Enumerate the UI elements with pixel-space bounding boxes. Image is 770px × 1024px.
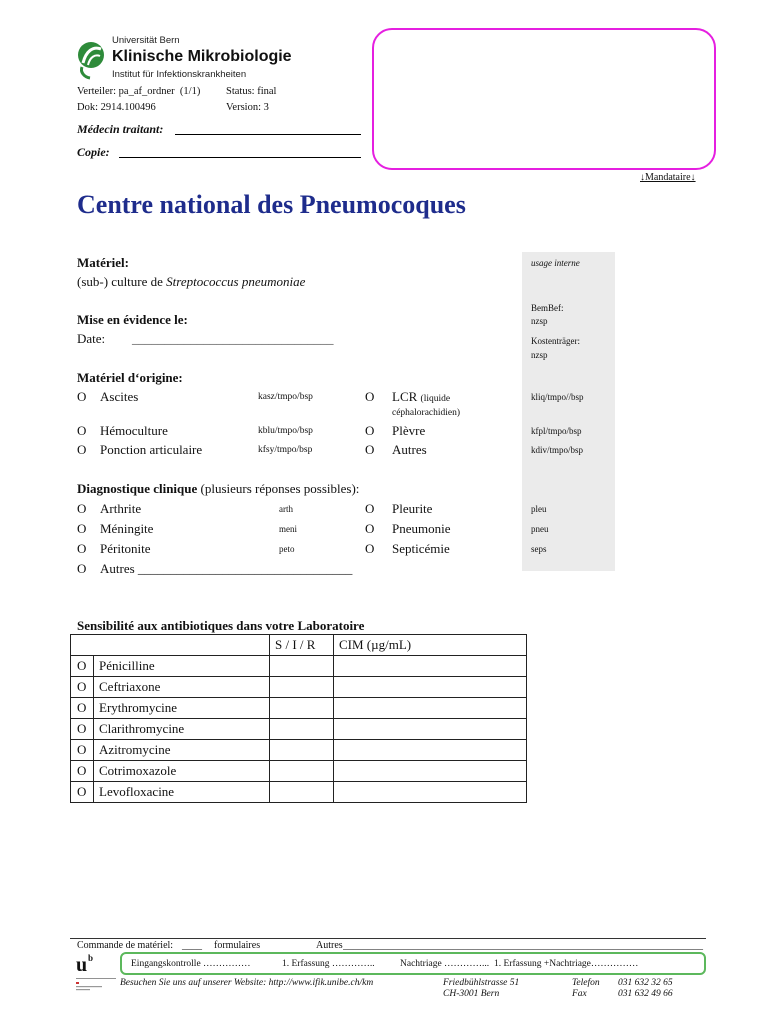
institute-name: Institut für Infektionskrankheiten	[112, 69, 247, 80]
mandator-label: ↓Mandataire↓	[640, 172, 696, 183]
antibiotic-name: Erythromycine	[94, 698, 270, 719]
diagnosis-code: arth	[279, 504, 293, 514]
origin-code: kblu/tmpo/bsp	[258, 426, 313, 436]
control-step: 1. Erfassung +Nachtriage……………	[494, 959, 639, 969]
diagnosis-option-label: Méningite	[100, 521, 154, 536]
page-title: Centre national des Pneumocoques	[77, 190, 466, 219]
table-row	[71, 656, 527, 677]
street-address: Friedbühlstrasse 51	[443, 978, 520, 988]
bembef-value: nzsp	[531, 316, 548, 326]
fax-number: 031 632 49 66	[618, 989, 673, 999]
diagnosis-checkbox[interactable]: O	[77, 521, 87, 536]
sir-cell[interactable]	[270, 761, 334, 782]
internal-code: kdiv/tmpo/bsp	[531, 445, 584, 455]
mic-cell[interactable]	[334, 719, 527, 740]
header-blank-cell	[71, 635, 270, 656]
origin-option-name: LCR	[392, 389, 418, 404]
website-info: Besuchen Sie uns auf unserer Website: http://www.ifik.unibe.ch/km	[120, 978, 374, 988]
antibiotic-checkbox[interactable]: O	[71, 740, 94, 761]
mandator-address-box[interactable]	[372, 28, 716, 170]
diagnosis-row	[0, 521, 770, 537]
diagnosis-other-option	[100, 561, 352, 577]
table-row	[71, 761, 527, 782]
control-step: Eingangskontrolle ……………	[131, 959, 251, 969]
diagnosis-code: peto	[279, 544, 295, 554]
origin-option-note: (liquide	[420, 394, 451, 404]
internal-use-heading: usage interne	[531, 258, 580, 268]
footer-divider	[70, 938, 706, 939]
diagnosis-checkbox[interactable]: O	[365, 541, 375, 556]
sir-cell[interactable]	[270, 782, 334, 803]
origin-option-label: Ascites	[100, 389, 139, 404]
antibiotic-checkbox[interactable]: O	[71, 698, 94, 719]
physician-field[interactable]	[175, 118, 361, 135]
susceptibility-heading: Sensibilité aux antibiotiques dans votre Laboratoire	[77, 618, 365, 633]
other-material-label: Autres	[316, 940, 343, 951]
forms-quantity-field[interactable]: ____	[182, 940, 202, 951]
origin-checkbox[interactable]: O	[365, 389, 375, 404]
sir-column-header: S / I / R	[270, 635, 334, 656]
sir-cell[interactable]	[270, 698, 334, 719]
origin-option-label	[392, 389, 450, 407]
internal-code: seps	[531, 544, 547, 554]
diagnosis-checkbox[interactable]: O	[77, 561, 87, 576]
cost-bearer-value: nzsp	[531, 350, 548, 360]
logo-superscript: b	[88, 953, 94, 963]
department-name: Klinische Mikrobiologie	[112, 48, 292, 65]
copy-label: Copie:	[77, 145, 110, 159]
mic-cell[interactable]	[334, 761, 527, 782]
origin-checkbox[interactable]: O	[365, 423, 375, 438]
material-species: Streptococcus pneumoniae	[166, 274, 306, 289]
origin-checkbox[interactable]: O	[77, 389, 87, 404]
city-address: CH-3001 Bern	[443, 989, 500, 999]
university-name: Universität Bern	[112, 35, 180, 46]
antibiotic-checkbox[interactable]: O	[71, 677, 94, 698]
university-bern-logo-icon	[77, 40, 105, 80]
origin-row	[0, 423, 770, 439]
origin-row	[0, 389, 770, 405]
cost-bearer-label: Kostenträger:	[531, 336, 580, 346]
diagnosis-option-label: Arthrite	[100, 501, 142, 516]
bembef-label: BemBef:	[531, 303, 564, 313]
susceptibility-table	[70, 634, 527, 803]
date-field[interactable]: _______________________________	[132, 331, 334, 346]
diagnosis-checkbox[interactable]: O	[365, 501, 375, 516]
internal-code: kliq/tmpo//bsp	[531, 392, 584, 402]
material-description	[77, 274, 305, 290]
origin-code: kasz/tmpo/bsp	[258, 392, 313, 402]
origin-option-label: Autres	[392, 442, 427, 457]
mic-cell[interactable]	[334, 656, 527, 677]
table-row	[71, 677, 527, 698]
antibiotic-name: Clarithromycine	[94, 719, 270, 740]
diagnosis-option-label: Pneumonie	[392, 521, 451, 536]
origin-checkbox[interactable]: O	[77, 423, 87, 438]
date-label: Date:	[77, 331, 106, 346]
diagnosis-code: meni	[279, 524, 297, 534]
logo-letter: u	[76, 954, 88, 976]
origin-checkbox[interactable]: O	[365, 442, 375, 457]
diagnosis-checkbox[interactable]: O	[77, 541, 87, 556]
table-row	[71, 698, 527, 719]
mic-cell[interactable]	[334, 698, 527, 719]
diagnosis-row	[0, 541, 770, 557]
antibiotic-name: Ceftriaxone	[94, 677, 270, 698]
antibiotic-checkbox[interactable]: O	[71, 782, 94, 803]
antibiotic-name: Levofloxacine	[94, 782, 270, 803]
origin-code: kfsy/tmpo/bsp	[258, 445, 313, 455]
origin-row	[0, 442, 770, 458]
table-row	[71, 782, 527, 803]
sir-cell[interactable]	[270, 740, 334, 761]
diagnosis-heading-main: Diagnostique clinique	[77, 481, 198, 496]
antibiotic-checkbox[interactable]: O	[71, 719, 94, 740]
antibiotic-name: Pénicilline	[94, 656, 270, 677]
university-footer-logo	[74, 953, 120, 995]
internal-code: pleu	[531, 504, 547, 514]
internal-code: pneu	[531, 524, 549, 534]
diagnosis-row	[0, 501, 770, 517]
mic-cell[interactable]	[334, 677, 527, 698]
version-info: Version: 3	[226, 102, 269, 113]
material-heading: Matériel:	[77, 255, 129, 270]
other-material-field[interactable]: ________________________________________________________________________	[343, 940, 703, 951]
origin-option-note-continued: céphalorachidien)	[392, 408, 461, 418]
distribution-info: Verteiler: pa_af_ordner (1/1)	[77, 86, 201, 97]
table-header-row	[71, 635, 527, 656]
control-step: Nachtriage …………...	[400, 959, 490, 969]
material-prefix: (sub-) culture de	[77, 274, 167, 289]
diagnosis-heading-sub: (plusieurs réponses possibles):	[197, 481, 360, 496]
mic-cell[interactable]	[334, 782, 527, 803]
diagnosis-option-label: Autres	[100, 561, 135, 576]
status-info: Status: final	[226, 86, 277, 97]
origin-checkbox[interactable]: O	[77, 442, 87, 457]
origin-option-label: Ponction articulaire	[100, 442, 203, 457]
diagnosis-option-label: Pleurite	[392, 501, 433, 516]
sir-cell[interactable]	[270, 677, 334, 698]
diagnosis-option-label: Péritonite	[100, 541, 151, 556]
document-number: Dok: 2914.100496	[77, 102, 156, 113]
mic-column-header: CIM (µg/mL)	[334, 635, 527, 656]
forms-label: formulaires	[214, 940, 261, 951]
control-step: 1. Erfassung …………..	[282, 959, 375, 969]
diagnosis-heading	[77, 481, 359, 497]
phone-number: 031 632 32 65	[618, 978, 673, 988]
fax-label: Fax	[572, 989, 587, 999]
origin-heading: Matériel d‘origine:	[77, 370, 183, 385]
diagnosis-option-label: Septicémie	[392, 541, 450, 556]
table-row	[71, 719, 527, 740]
copy-field[interactable]	[119, 141, 361, 158]
antibiotic-name: Azitromycine	[94, 740, 270, 761]
phone-label: Telefon	[572, 978, 600, 988]
origin-option-label: Plèvre	[392, 423, 426, 438]
sir-cell[interactable]	[270, 656, 334, 677]
mic-cell[interactable]	[334, 740, 527, 761]
logo-wordmark-icon	[76, 978, 116, 992]
diagnosis-checkbox[interactable]: O	[365, 521, 375, 536]
physician-label: Médecin traitant:	[77, 122, 164, 136]
antibiotic-name: Cotrimoxazole	[94, 761, 270, 782]
origin-option-label: Hémoculture	[100, 423, 168, 438]
table-row	[71, 740, 527, 761]
diagnosis-other-field[interactable]: _________________________________	[137, 561, 353, 576]
antibiotic-checkbox[interactable]: O	[71, 761, 94, 782]
material-order-label: Commande de matériel:	[77, 940, 174, 951]
detection-heading: Mise en évidence le:	[77, 312, 188, 327]
diagnosis-row-other	[0, 561, 770, 577]
sir-cell[interactable]	[270, 719, 334, 740]
antibiotic-checkbox[interactable]: O	[71, 656, 94, 677]
internal-code: kfpl/tmpo/bsp	[531, 426, 582, 436]
processing-control-box	[120, 952, 706, 975]
diagnosis-checkbox[interactable]: O	[77, 501, 87, 516]
